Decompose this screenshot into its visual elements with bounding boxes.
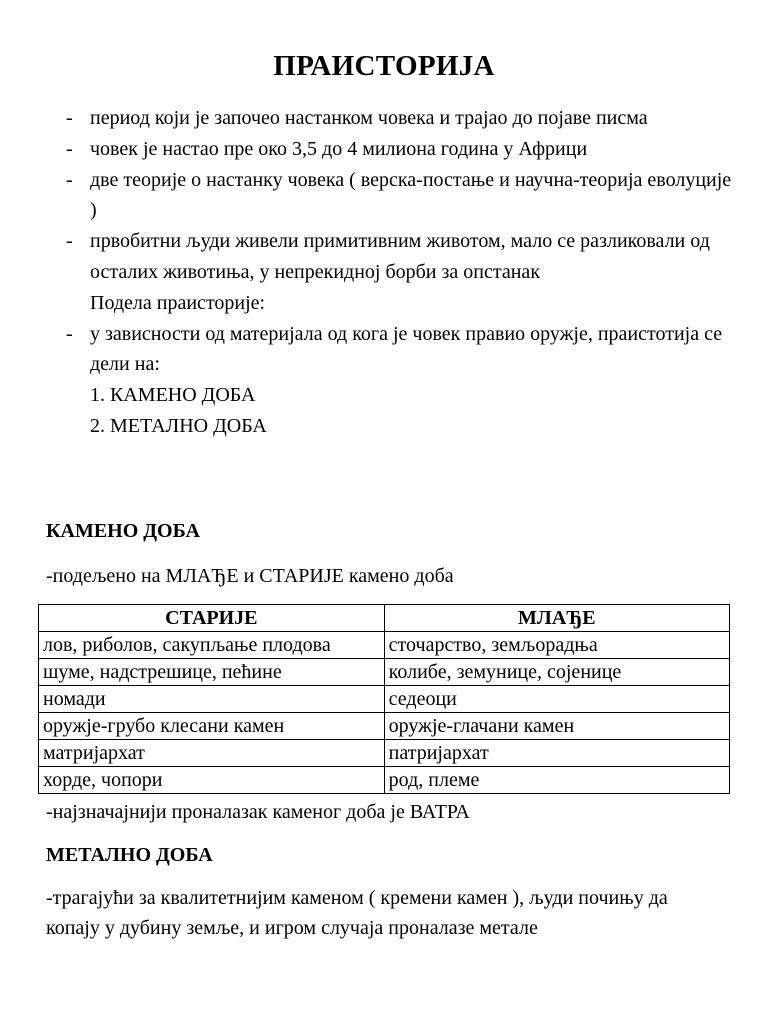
- table-row: [39, 686, 730, 713]
- list-subheading: Подела праисторије:: [90, 291, 266, 314]
- table-cell: шуме, надстрешице, пећине: [39, 659, 385, 686]
- list-item: - у зависности од материјала од кога је човек правио оружје, праистотија се дели на:: [62, 319, 742, 381]
- stone-age-intro: -подељено на МЛАЂЕ и СТАРИЈЕ камено доба: [46, 565, 454, 587]
- table-cell: лов, риболов, сакупљање плодова: [39, 632, 385, 659]
- table-cell: номади: [39, 686, 385, 713]
- table-cell: хорде, чопори: [39, 767, 385, 794]
- list-item: - првобитни људи живели примитивним животом, мало се разликовали од осталих животиња, у непрекидној борби за опстанак: [62, 226, 742, 288]
- table-header-cell: МЛАЂЕ: [384, 605, 729, 632]
- table-cell: матријархат: [39, 740, 385, 767]
- table-row: [39, 632, 730, 659]
- table-row: [39, 659, 730, 686]
- list-item: - две теорије о настанку човека ( верска-постање и научна-теорија еволуције ): [62, 165, 742, 227]
- table-cell: колибе, земунице, сојенице: [384, 659, 729, 686]
- metal-age-heading: МЕТАЛНО ДОБА: [46, 844, 213, 866]
- list-item: - човек је настао пре око 3,5 до 4 милиона година у Африци: [62, 134, 742, 165]
- table-cell: род, племе: [384, 767, 729, 794]
- stone-age-heading: КАМЕНО ДОБА: [46, 520, 200, 542]
- list-item-numbered: 2. МЕТАЛНО ДОБА: [90, 414, 267, 437]
- list-item: - период који је започео настанком човека и трајао до појаве писма: [62, 103, 742, 134]
- table-header-cell: СТАРИЈЕ: [39, 605, 385, 632]
- table-cell: седеоци: [384, 686, 729, 713]
- table-cell: сточарство, земљорадња: [384, 632, 729, 659]
- table-header-row: [39, 605, 730, 632]
- table-row: [39, 767, 730, 794]
- stone-age-table: [38, 604, 730, 794]
- intro-list: [62, 103, 742, 442]
- metal-age-text: -трагајући за квалитетнијим каменом ( кремени камен ), људи почињу да копају у дубину земље, и игром случаја проналазе метале: [46, 887, 668, 939]
- stone-age-note: -најзначајнији проналазак каменог доба је ВАТРА: [46, 801, 470, 823]
- table-cell: оружје-грубо клесани камен: [39, 713, 385, 740]
- table-row: [39, 713, 730, 740]
- table-cell: оружје-глачани камен: [384, 713, 729, 740]
- page-title: ПРАИСТОРИЈА: [273, 50, 495, 82]
- list-item-numbered: 1. КАМЕНО ДОБА: [90, 384, 256, 407]
- table-row: [39, 740, 730, 767]
- table-cell: патријархат: [384, 740, 729, 767]
